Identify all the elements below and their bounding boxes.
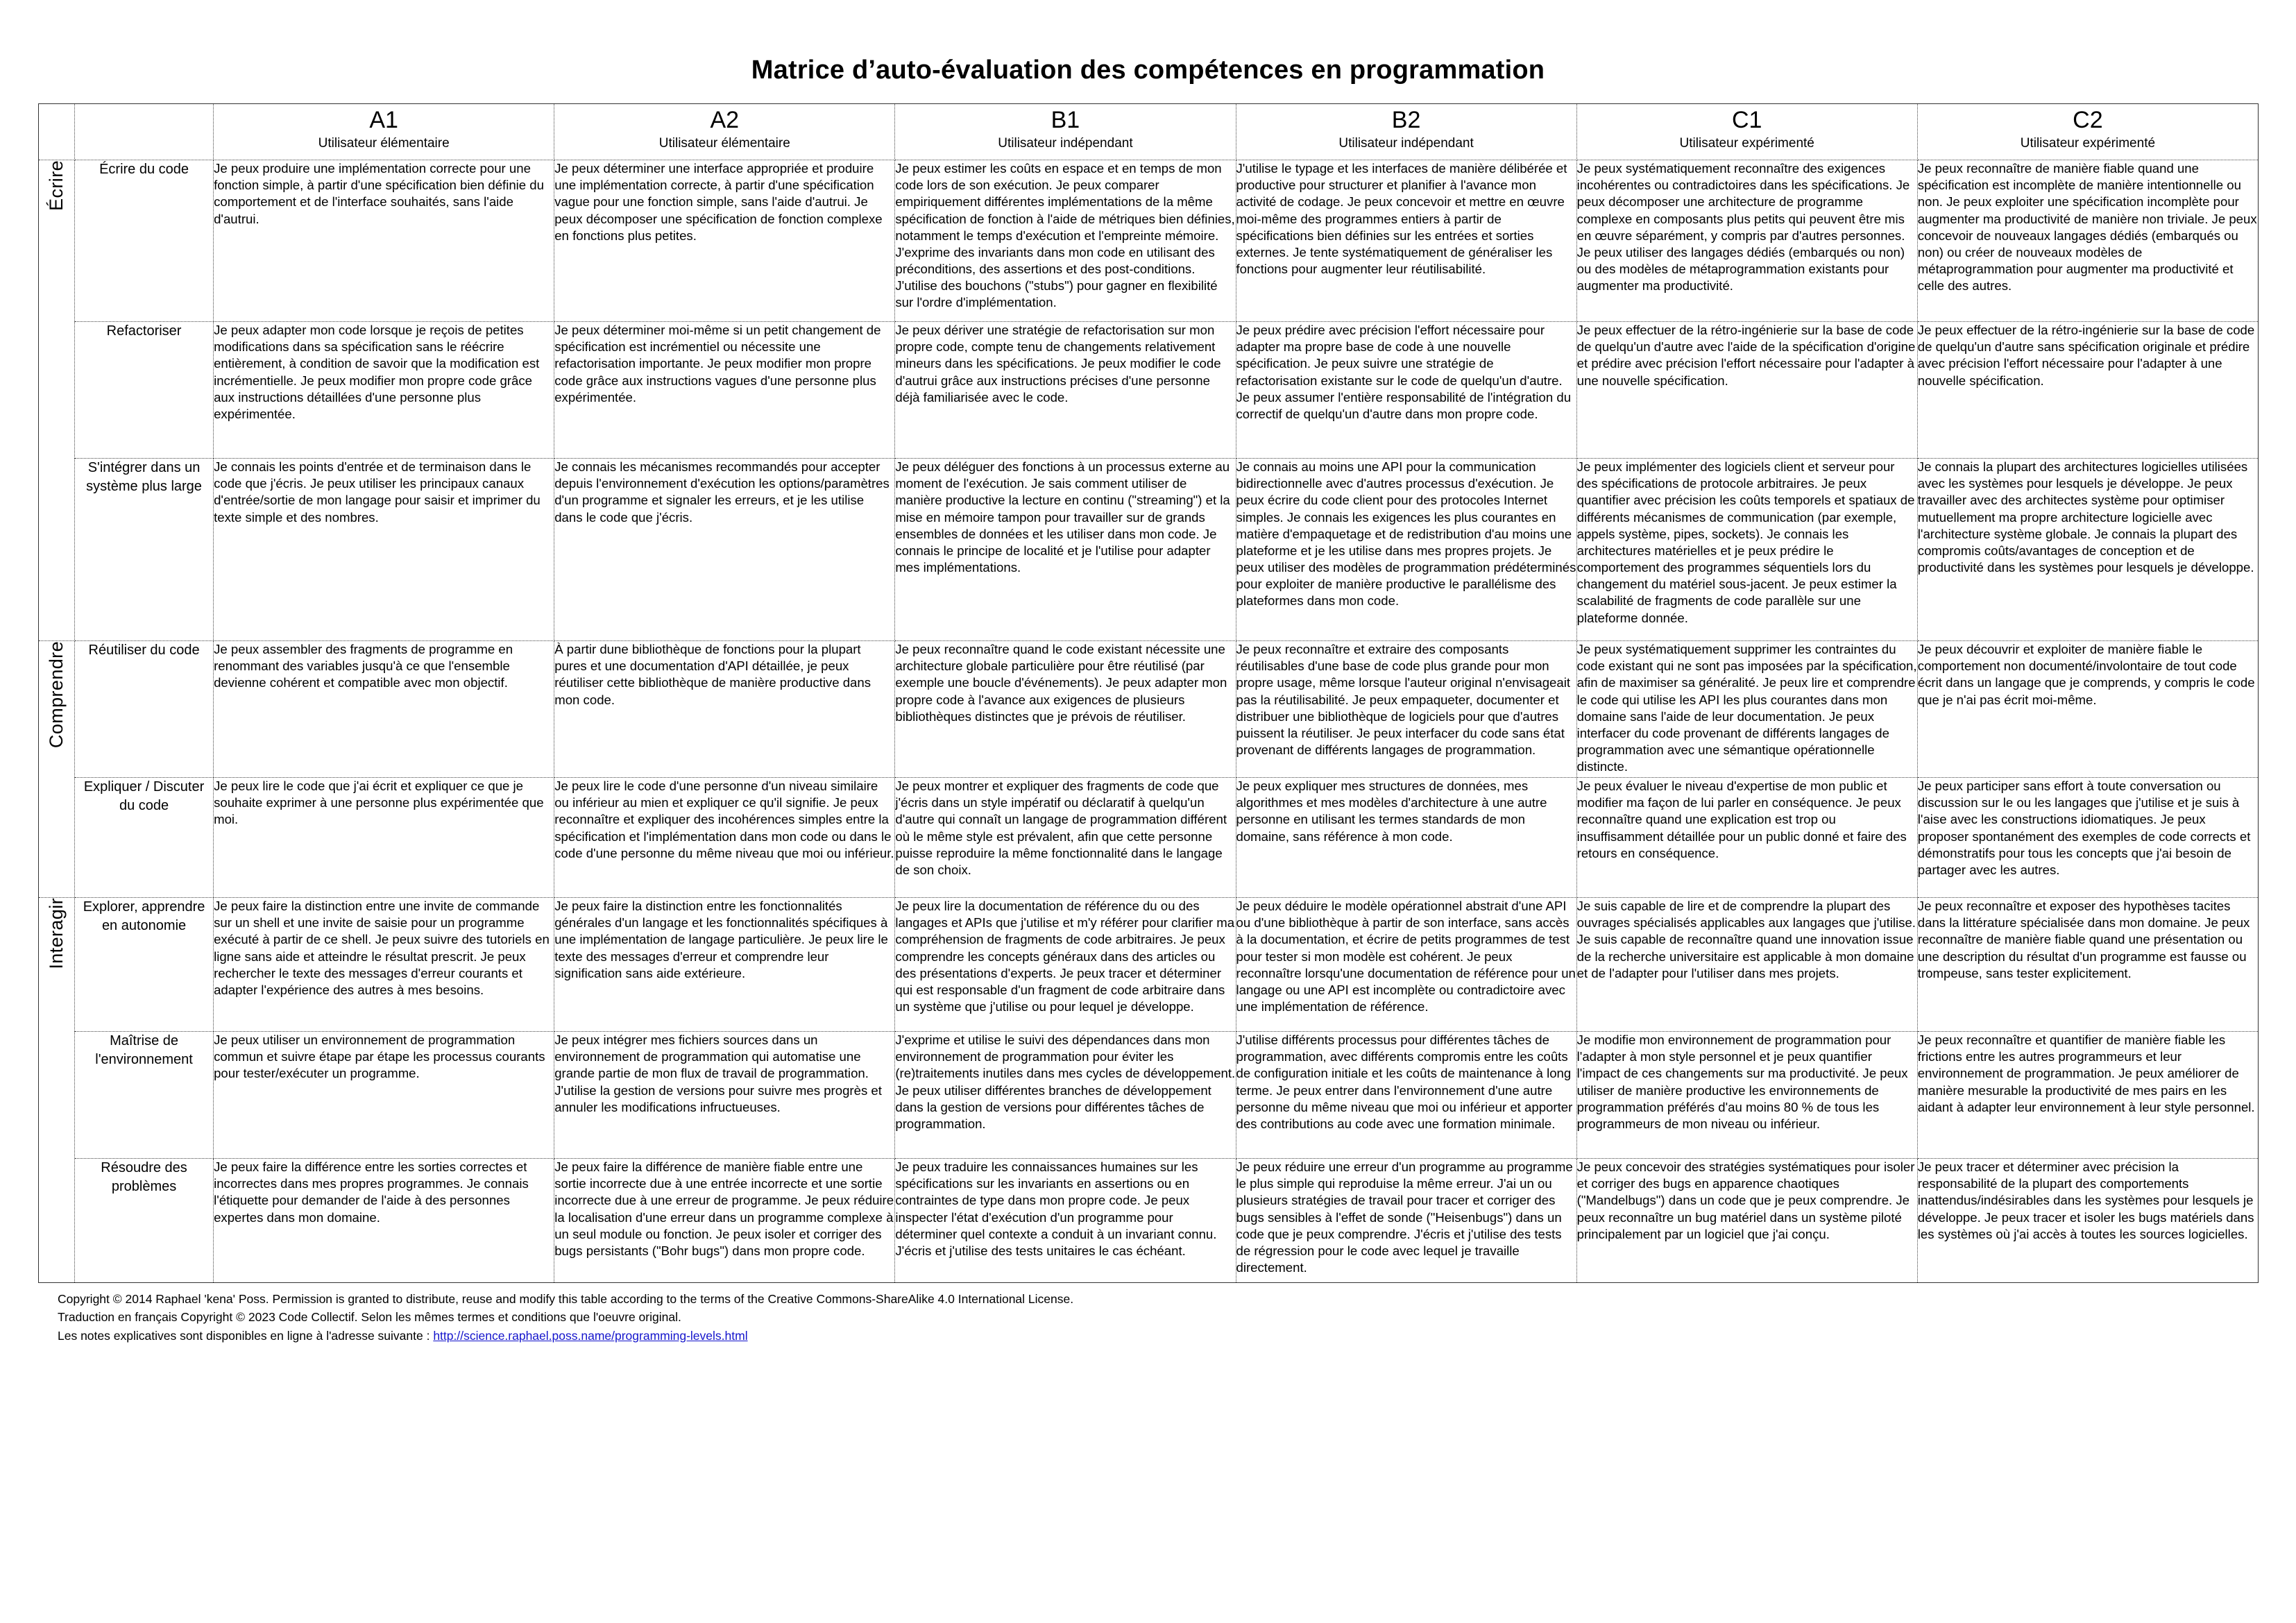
skill-label-explorer-apprendre: Explorer, apprendre en autonomie (75, 898, 214, 1032)
cell-s-integrer-c1: Je peux implémenter des logiciels client et serveur pour des spécifications de protocole arbitraires. Je peux quantifier avec précision les coûts temporels et spatiaux de différents mécanismes de communication (par exemple, appels système, pipes, sockets). Je connais les architectures matérielles et je peux prédire le comportement des programmes séquentiels lors du changement du matériel sous-jacent. Je peux estimer la scalabilité de fragments de code parallèle sur une plateforme donnée. (1576, 459, 1917, 641)
level-name-c1: Utilisateur expérimenté (1679, 135, 1814, 151)
cell-expliquer-discuter-b1: Je peux montrer et expliquer des fragments de code que j'écris dans un style impératif ou déclaratif à quelqu'un d'autre qui connaît un langage de programmation différent où le même style est prévalent, afin que cette personne puisse reproduire la même fonctionnalité dans le langage de son choix. (895, 778, 1236, 898)
column-header-a2 (554, 104, 895, 160)
footer-translation-line: Traduction en français Copyright © 2023 Code Collectif. Selon les mêmes termes et conditions que l'oeuvre original. (58, 1310, 681, 1325)
level-code-a2: A2 (710, 107, 740, 133)
group-label-comprendre (39, 641, 75, 898)
cell-maitrise-environnement-a2: Je peux intégrer mes fichiers sources dans un environnement de programmation qui automatise une grande partie de mon flux de travail de programmation. J'utilise la gestion de versions pour suivre mes progrès et annuler les modifications infructueuses. (554, 1032, 895, 1159)
cell-resoudre-problemes-a1: Je peux faire la différence entre les sorties correctes et incorrectes dans mes propres programmes. Je connais l'étiquette pour demander de l'aide à des personnes expertes dans mon domaine. (214, 1159, 554, 1283)
group-label-interagir (39, 898, 75, 1283)
cell-reutiliser-du-code-c2: Je peux découvrir et exploiter de manière fiable le comportement non documenté/involontaire de tout code écrit dans un langage que je comprends, y compris le code que je n'ai pas écrit moi-même. (1917, 641, 2258, 778)
cell-explorer-apprendre-a2: Je peux faire la distinction entre les fonctionnalités générales d'un langage et les fonctionnalités spécifiques à une implémentation de langage particulière. Je peux lire le texte des messages d'erreur et comprendre leur signification sans aide extérieure. (554, 898, 895, 1032)
level-name-a2: Utilisateur élémentaire (658, 135, 790, 151)
cell-ecrire-du-code-b2: J'utilise le typage et les interfaces de manière délibérée et productive pour structurer et planifier à l'avance mon activité de codage. Je peux concevoir et mettre en œuvre moi-même des programmes entiers à partir de spécifications bien définies sur les entrées et sorties externes. Je tente systématiquement de généraliser les fonctions pour augmenter leur réutilisabilité. (1236, 160, 1576, 322)
level-code-b2: B2 (1391, 107, 1421, 133)
column-header-c1 (1576, 104, 1917, 160)
column-header-b2 (1236, 104, 1576, 160)
level-code-c1: C1 (1731, 107, 1762, 133)
cell-resoudre-problemes-b1: Je peux traduire les connaissances humaines sur les spécifications sur les invariants en assertions ou en contraintes de type dans mon propre code. Je peux inspecter l'état d'exécution d'un programme pour déterminer quel contexte a conduit à un invariant connu. J'écris et j'utilise des tests unitaires le cas échéant. (895, 1159, 1236, 1283)
cell-maitrise-environnement-c1: Je modifie mon environnement de programmation pour l'adapter à mon style personnel et je peux quantifier l'impact de ces changements sur ma productivité. Je peux utiliser de manière productive les environnements de programmation préférés d'au moins 80 % de tous les programmeurs de mon niveau ou inférieur. (1576, 1032, 1917, 1159)
cell-reutiliser-du-code-a2: À partir dune bibliothèque de fonctions pour la plupart pures et une documentation d'API détaillée, je peux réutiliser cette bibliothèque de manière productive dans mon code. (554, 641, 895, 778)
cell-ecrire-du-code-b1: Je peux estimer les coûts en espace et en temps de mon code lors de son exécution. Je peux comparer empiriquement différentes implémentations de la même spécification de fonction à l'aide de métriques bien définies, notamment le temps d'exécution et l'empreinte mémoire. J'exprime des invariants dans mon code en utilisant des préconditions, des assertions et des post-conditions. J'utilise des bouchons ("stubs") pour gagner en flexibilité sur l'ordre d'implémentation. (895, 160, 1236, 322)
cell-s-integrer-a2: Je connais les mécanismes recommandés pour accepter depuis l'environnement d'exécution les options/paramètres d'un programme et signaler les erreurs, et je les utilise dans le code que j'écris. (554, 459, 895, 641)
table-header-row (39, 104, 2259, 160)
cell-refactoriser-a2: Je peux déterminer moi-même si un petit changement de spécification est incrémentiel ou nécessite une refactorisation importante. Je peux modifier mon propre code grâce aux instructions vagues d'une personne plus expérimentée. (554, 322, 895, 459)
cell-ecrire-du-code-c1: Je peux systématiquement reconnaître des exigences incohérentes ou contradictoires dans les spécifications. Je peux décomposer une architecture de programme complexe en composants plus petits qui peuvent être mis en œuvre séparément, y compris par d'autres personnes. Je peux utiliser des langages dédiés (embarqués ou non) ou des modèles de métaprogrammation existants pour augmenter ma productivité. (1576, 160, 1917, 322)
cell-resoudre-problemes-a2: Je peux faire la différence de manière fiable entre une sortie incorrecte due à une entrée incorrecte et une sortie incorrecte due à une erreur de programme. Je peux réduire la localisation d'une erreur dans un programme complexe à un seul module ou fonction. Je peux isoler et corriger des bugs persistants ("Bohr bugs") dans mon propre code. (554, 1159, 895, 1283)
cell-s-integrer-c2: Je connais la plupart des architectures logicielles utilisées avec les systèmes pour lesquels je développe. Je peux travailler avec des architectes système pour optimiser mutuellement ma propre architecture logicielle avec l'architecture système globale. Je connais la plupart des compromis coûts/avantages de conception et de productivité dans les systèmes pour lesquels je développe. (1917, 459, 2258, 641)
cell-refactoriser-b1: Je peux dériver une stratégie de refactorisation sur mon propre code, compte tenu de changements relativement mineurs dans les spécifications. Je peux modifier le code d'autrui grâce aux instructions précises d'une personne déjà familiarisée avec le code. (895, 322, 1236, 459)
table-row (39, 322, 2259, 459)
level-name-c2: Utilisateur expérimenté (2020, 135, 2156, 151)
footer (38, 1290, 2259, 1345)
table-row (39, 778, 2259, 898)
footer-copyright-line: Copyright © 2014 Raphael 'kena' Poss. Permission is granted to distribute, reuse and modify this table according to the terms of the Creative Commons-ShareAlike 4.0 International License. (58, 1292, 1074, 1306)
cell-ecrire-du-code-a1: Je peux produire une implémentation correcte pour une fonction simple, à partir d'une spécification bien définie du comportement et de l'interface souhaités, sans l'aide d'autrui. (214, 160, 554, 322)
table-row (39, 160, 2259, 322)
group-label-text: Écrire (46, 160, 67, 211)
cell-expliquer-discuter-c2: Je peux participer sans effort à toute conversation ou discussion sur le ou les langages que j'utilise et je suis à l'aise avec les constructions idiomatiques. Je peux proposer spontanément des exemples de code corrects et démonstratifs pour tous les concepts que j'ai besoin de partager avec les autres. (1917, 778, 2258, 898)
group-label-text: Interagir (46, 898, 67, 969)
group-label-ecrire (39, 160, 75, 641)
cell-explorer-apprendre-a1: Je peux faire la distinction entre une invite de commande sur un shell et une invite de saisie pour un programme exécuté à partir de ce shell. Je peux suivre des tutoriels en ligne sans aide et atteindre le résultat prescrit. Je peux rechercher le texte des messages d'erreur courants et adapter l'expérience des autres à mes besoins. (214, 898, 554, 1032)
cell-expliquer-discuter-c1: Je peux évaluer le niveau d'expertise de mon public et modifier ma façon de lui parler en conséquence. Je peux reconnaître quand une explication est trop ou insuffisamment détaillée pour un public donné et faire des retours en conséquence. (1576, 778, 1917, 898)
cell-explorer-apprendre-b2: Je peux déduire le modèle opérationnel abstrait d'une API ou d'une bibliothèque à partir de son interface, sans accès à la documentation, et écrire de petits programmes de test pour tester si mon modèle est cohérent. Je peux reconnaître lorsqu'une documentation de référence pour un langage ou une API est incomplète ou contradictoire avec une implémentation de référence. (1236, 898, 1576, 1032)
cell-reutiliser-du-code-b2: Je peux reconnaître et extraire des composants réutilisables d'une base de code plus grande pour mon propre usage, même lorsque l'auteur original n'envisageait pas la réutilisabilité. Je peux empaqueter, documenter et distribuer une bibliothèque de logiciels pour que d'autres puissent la réutiliser. Je peux interfacer du code sans état provenant de différents langages de programmation. (1236, 641, 1576, 778)
page-title: Matrice d’auto-évaluation des compétences en programmation (751, 56, 1545, 85)
skill-label-s-integrer: S'intégrer dans un système plus large (75, 459, 214, 641)
skill-label-resoudre-problemes: Résoudre des problèmes (75, 1159, 214, 1283)
header-corner-skill (75, 104, 214, 160)
skill-label-refactoriser: Refactoriser (75, 322, 214, 459)
cell-explorer-apprendre-b1: Je peux lire la documentation de référence du ou des langages et APIs que j'utilise et m'y référer pour clarifier ma compréhension de fragments de code arbitraires. Je peux comprendre les concepts généraux dans des articles ou des présentations d'experts. Je peux tracer et déterminer qui est responsable d'un fragment de code arbitraire dans un système que j'utilise ou pour lequel je développe. (895, 898, 1236, 1032)
column-header-a1 (214, 104, 554, 160)
table-row (39, 641, 2259, 778)
cell-ecrire-du-code-a2: Je peux déterminer une interface appropriée et produire une implémentation correcte, à partir d'une spécification vague pour une fonction simple, sans l'aide d'autrui. Je peux décomposer une spécification de fonction complexe en fonctions plus petites. (554, 160, 895, 322)
cell-reutiliser-du-code-c1: Je peux systématiquement supprimer les contraintes du code existant qui ne sont pas imposées par la spécification, afin de maximiser sa généralité. Je peux lire et comprendre le code qui utilise les API les plus courantes dans mon domaine sans l'aide de leur documentation. Je peux interfacer du code provenant de différents langages de programmation avec une sémantique opérationnelle distincte. (1576, 641, 1917, 778)
level-name-b1: Utilisateur indépendant (998, 135, 1133, 151)
table-row (39, 898, 2259, 1032)
footer-notes-link[interactable]: http://science.raphael.poss.name/programming-levels.html (433, 1328, 748, 1343)
cell-ecrire-du-code-c2: Je peux reconnaître de manière fiable quand une spécification est incomplète de manière intentionnelle ou non. Je peux exploiter une spécification incomplète pour augmenter ma productivité de manière non triviale. Je peux concevoir de nouveaux langages dédiés (embarqués ou non) ou créer de nouveaux modèles de métaprogrammation pour augmenter ma productivité et celle des autres. (1917, 160, 2258, 322)
skill-label-expliquer-discuter: Expliquer / Discuter du code (75, 778, 214, 898)
cell-expliquer-discuter-b2: Je peux expliquer mes structures de données, mes algorithmes et mes modèles d'architecture à une autre personne en utilisant les termes standards de mon domaine, sans référence à mon code. (1236, 778, 1576, 898)
footer-notes-line (58, 1327, 2259, 1345)
skill-label-reutiliser-du-code: Réutiliser du code (75, 641, 214, 778)
cell-maitrise-environnement-a1: Je peux utiliser un environnement de programmation commun et suivre étape par étape les processus courants pour tester/exécuter un programme. (214, 1032, 554, 1159)
column-header-b1 (895, 104, 1236, 160)
cell-s-integrer-a1: Je connais les points d'entrée et de terminaison dans le code que j'écris. Je peux utiliser les principaux canaux d'entrée/sortie de mon langage pour saisir et imprimer du texte simple et des nombres. (214, 459, 554, 641)
cell-s-integrer-b1: Je peux déléguer des fonctions à un processus externe au moment de l'exécution. Je sais comment utiliser de manière productive la lecture en continu ("streaming") et la mise en mémoire tampon pour travailler sur de grands ensembles de données et les utiliser dans mon code. Je connais le principe de localité et je l'utilise pour adapter mes implémentations. (895, 459, 1236, 641)
level-name-a1: Utilisateur élémentaire (318, 135, 450, 151)
cell-refactoriser-b2: Je peux prédire avec précision l'effort nécessaire pour adapter ma propre base de code à une nouvelle spécification. Je peux suivre une stratégie de refactorisation existante sur le code de quelqu'un d'autre. Je peux assumer l'entière responsabilité de l'intégration du correctif de quelqu'un d'autre dans mon propre code. (1236, 322, 1576, 459)
cell-refactoriser-c1: Je peux effectuer de la rétro-ingénierie sur la base de code de quelqu'un d'autre avec l'aide de la spécification d'origine et prédire avec précision l'effort nécessaire pour l'adapter à une nouvelle spécification. (1576, 322, 1917, 459)
level-code-b1: B1 (1051, 107, 1080, 133)
cell-explorer-apprendre-c1: Je suis capable de lire et de comprendre la plupart des ouvrages spécialisés applicables aux langages que j'utilise. Je suis capable de reconnaître quand une innovation issue de la recherche universitaire est applicable à mon domaine et de l'adapter pour l'utiliser dans mes projets. (1576, 898, 1917, 1032)
level-code-c2: C2 (2073, 107, 2103, 133)
cell-maitrise-environnement-c2: Je peux reconnaître et quantifier de manière fiable les frictions entre les autres programmeurs et leur environnement de programmation. Je peux améliorer de manière mesurable la productivité de mes pairs en les aidant à adapter leur environnement à leur style personnel. (1917, 1032, 2258, 1159)
cell-maitrise-environnement-b1: J'exprime et utilise le suivi des dépendances dans mon environnement de programmation pour éviter les (re)traitements inutiles dans mes cycles de développement. Je peux utiliser différentes branches de développement dans la gestion de versions pour différentes tâches de programmation. (895, 1032, 1236, 1159)
footer-notes-prefix: Les notes explicatives sont disponibles en ligne à l'adresse suivante : (58, 1328, 434, 1343)
cell-s-integrer-b2: Je connais au moins une API pour la communication bidirectionnelle avec d'autres processus d'exécution. Je peux écrire du code client pour des protocoles Internet simples. Je connais les exigences les plus courantes en matière d'empaquetage et de redistribution d'au moins une plateforme et je les utilise dans mes propres projets. Je peux utiliser des modèles de programmation prédéterminés pour exploiter de manière productive le parallélisme des plateformes dans mon code. (1236, 459, 1576, 641)
competency-matrix-table (38, 103, 2259, 1283)
column-header-c2 (1917, 104, 2258, 160)
level-name-b2: Utilisateur indépendant (1338, 135, 1474, 151)
cell-refactoriser-a1: Je peux adapter mon code lorsque je reçois de petites modifications dans sa spécification sans le réécrire entièrement, à condition de savoir que la modification est incrémentielle. Je peux modifier mon propre code grâce aux instructions détaillées d'une personne plus expérimentée. (214, 322, 554, 459)
cell-refactoriser-c2: Je peux effectuer de la rétro-ingénierie sur la base de code de quelqu'un d'autre sans spécification originale et prédire avec précision l'effort nécessaire pour l'adapter à une nouvelle spécification. (1917, 322, 2258, 459)
cell-resoudre-problemes-c2: Je peux tracer et déterminer avec précision la responsabilité de la plupart des comportements inattendus/indésirables dans les systèmes pour lesquels je développe. Je peux tracer et isoler les bugs matériels dans les systèmes où j'ai accès à toutes les sources logicielles. (1917, 1159, 2258, 1283)
table-row (39, 1159, 2259, 1283)
cell-resoudre-problemes-b2: Je peux réduire une erreur d'un programme au programme le plus simple qui reproduise la même erreur. J'ai un ou plusieurs stratégies de travail pour tracer et corriger des bugs sensibles à l'effet de sonde ("Heisenbugs") dans un code que je peux comprendre. J'écris et j'utilise des tests de régression pour le code avec lequel je travaille directement. (1236, 1159, 1576, 1283)
cell-expliquer-discuter-a1: Je peux lire le code que j'ai écrit et expliquer ce que je souhaite exprimer à une personne plus expérimentée que moi. (214, 778, 554, 898)
cell-explorer-apprendre-c2: Je peux reconnaître et exposer des hypothèses tacites dans la littérature spécialisée dans mon domaine. Je peux reconnaître de manière fiable quand une présentation ou une description du résultat d'un programme est fausse ou trompeuse, sans tester explicitement. (1917, 898, 2258, 1032)
skill-label-maitrise-environnement: Maîtrise de l'environnement (75, 1032, 214, 1159)
table-row (39, 459, 2259, 641)
cell-reutiliser-du-code-a1: Je peux assembler des fragments de programme en renommant des variables jusqu'à ce que l'ensemble devienne cohérent et compatible avec mon objectif. (214, 641, 554, 778)
skill-label-ecrire-du-code: Écrire du code (75, 160, 214, 322)
header-corner-group (39, 104, 75, 160)
cell-maitrise-environnement-b2: J'utilise différents processus pour différentes tâches de programmation, avec différents compromis entre les coûts de configuration initiale et les coûts de maintenance à long terme. Je peux entrer dans l'environnement d'une autre personne du même niveau que moi ou inférieur et apporter des contributions au code avec une formation minimale. (1236, 1032, 1576, 1159)
cell-expliquer-discuter-a2: Je peux lire le code d'une personne d'un niveau similaire ou inférieur au mien et expliquer ce qu'il signifie. Je peux reconnaître et expliquer des incohérences simples entre la spécification et l'implémentation dans mon code ou dans le code d'une personne du même niveau que moi ou inférieur. (554, 778, 895, 898)
group-label-text: Comprendre (46, 641, 67, 749)
level-code-a1: A1 (369, 107, 398, 133)
cell-reutiliser-du-code-b1: Je peux reconnaître quand le code existant nécessite une architecture globale particulière pour être réutilisé (par exemple une boucle d'événements). Je peux adapter mon propre code à l'avance aux exigences de plusieurs bibliothèques distinctes que je prévois de réutiliser. (895, 641, 1236, 778)
cell-resoudre-problemes-c1: Je peux concevoir des stratégies systématiques pour isoler et corriger des bugs en apparence chaotiques ("Mandelbugs") dans un code que je peux comprendre. Je peux reconnaître un bug matériel dans un système piloté principalement par un logiciel que j'ai conçu. (1576, 1159, 1917, 1283)
table-row (39, 1032, 2259, 1159)
